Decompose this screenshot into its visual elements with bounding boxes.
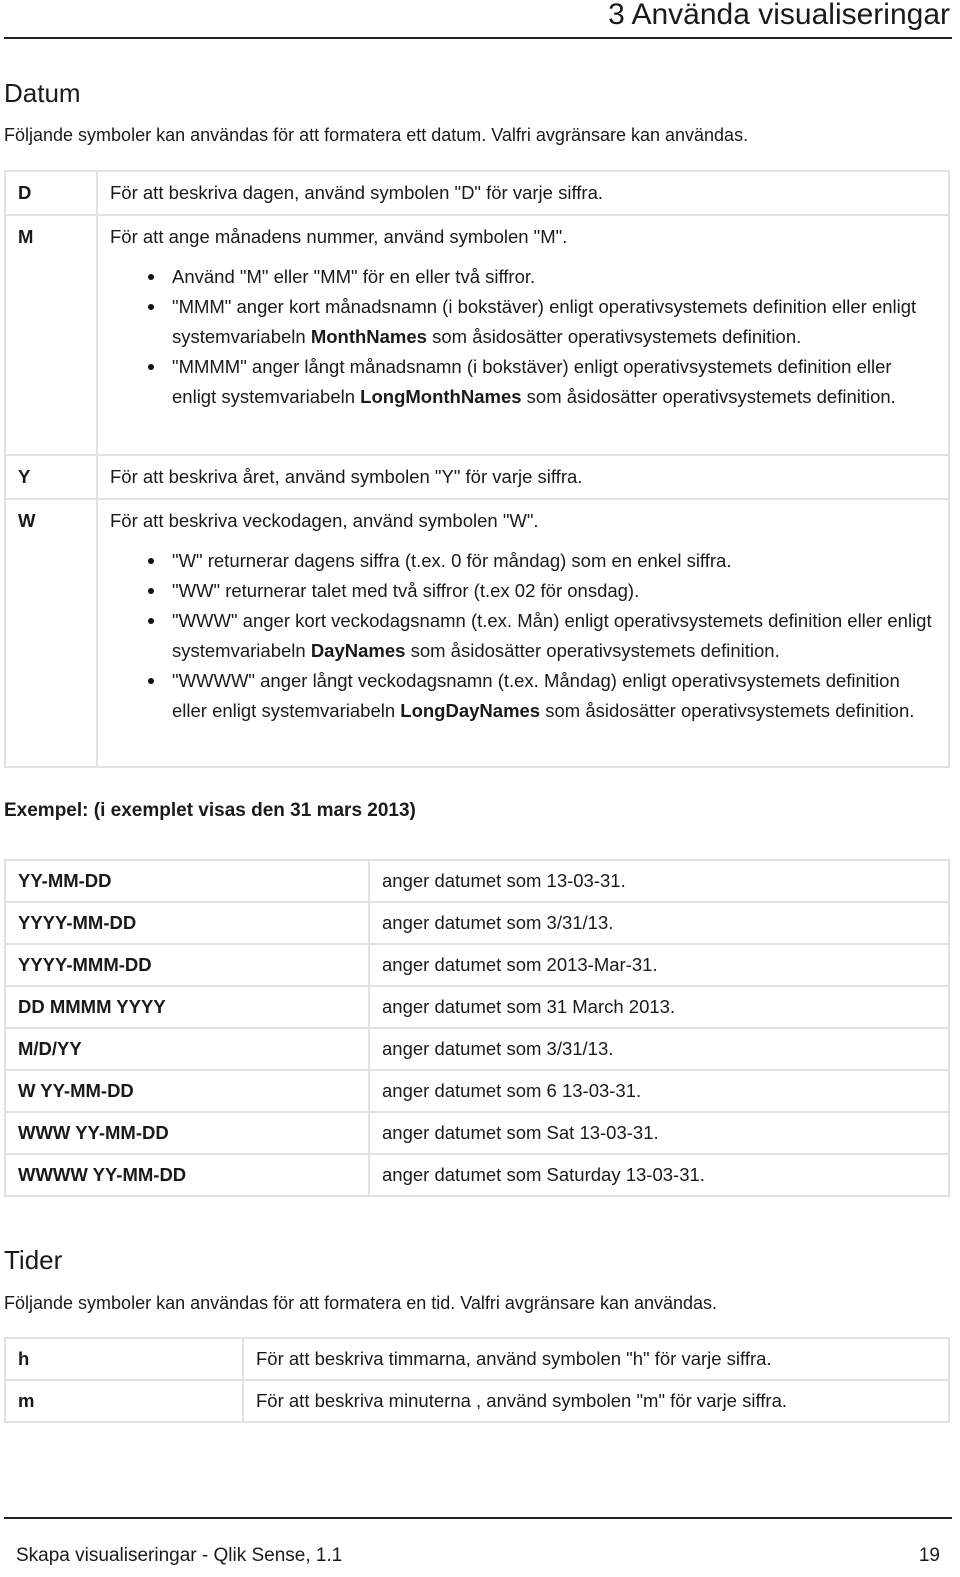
section-heading-tider: Tider bbox=[4, 1245, 63, 1275]
symbol-cell: W bbox=[5, 499, 97, 767]
format-cell: M/D/YY bbox=[5, 1028, 369, 1070]
format-cell: DD MMMM YYYY bbox=[5, 986, 369, 1028]
description-cell bbox=[97, 171, 949, 215]
format-cell: WWW YY-MM-DD bbox=[5, 1112, 369, 1154]
table-row bbox=[5, 499, 949, 767]
system-variable: LongMonthNames bbox=[360, 386, 522, 407]
page-number: 19 bbox=[918, 1545, 940, 1566]
datum-intro: Följande symboler kan användas för att formatera ett datum. Valfri avgränsare kan användas. bbox=[4, 125, 749, 145]
bullet-icon bbox=[148, 678, 154, 684]
list-item: "WWWW" anger långt veckodagsnamn (t.ex. Måndag) enligt operativsystemets definition eller enligt systemvariabeln LongDayNames som åsidosätter operativsystemets definition. bbox=[110, 666, 936, 726]
table-row bbox=[5, 1028, 949, 1070]
format-cell: YY-MM-DD bbox=[5, 860, 369, 902]
table-row bbox=[5, 215, 949, 455]
table-row bbox=[5, 171, 949, 215]
symbol-cell: D bbox=[5, 171, 97, 215]
table-row bbox=[5, 986, 949, 1028]
description-cell bbox=[97, 455, 949, 499]
list-item: "WW" returnerar talet med två siffror (t.ex 02 för onsdag). bbox=[110, 576, 936, 606]
result-cell: anger datumet som 2013-Mar-31. bbox=[369, 944, 949, 986]
description-cell: För att beskriva timmarna, använd symbolen "h" för varje siffra. bbox=[243, 1338, 949, 1380]
page-footer bbox=[4, 1517, 952, 1566]
symbol-cell: M bbox=[5, 215, 97, 455]
symbol-cell: m bbox=[5, 1380, 243, 1422]
tider-intro: Följande symboler kan användas för att formatera en tid. Valfri avgränsare kan användas. bbox=[4, 1293, 718, 1313]
section-heading-datum: Datum bbox=[4, 78, 81, 108]
format-cell: YYYY-MM-DD bbox=[5, 902, 369, 944]
bullet-icon bbox=[148, 304, 154, 310]
example-heading: Exempel: (i exemplet visas den 31 mars 2013) bbox=[4, 800, 416, 821]
bullet-icon bbox=[148, 364, 154, 370]
table-row bbox=[5, 1154, 949, 1196]
time-symbol-table bbox=[4, 1337, 950, 1423]
result-cell: anger datumet som 13-03-31. bbox=[369, 860, 949, 902]
bullet-icon bbox=[148, 618, 154, 624]
description-text: För att ange månadens nummer, använd symbolen "M". bbox=[110, 226, 568, 247]
result-cell: anger datumet som 3/31/13. bbox=[369, 902, 949, 944]
date-symbol-table bbox=[4, 170, 950, 768]
table-row bbox=[5, 1112, 949, 1154]
result-cell: anger datumet som 3/31/13. bbox=[369, 1028, 949, 1070]
symbol-cell: h bbox=[5, 1338, 243, 1380]
table-row bbox=[5, 1380, 949, 1422]
list-item: "MMMM" anger långt månadsnamn (i bokstäver) enligt operativsystemets definition eller enligt systemvariabeln LongMonthNames som åsidosätter operativsystemets definition. bbox=[110, 352, 936, 412]
format-cell: YYYY-MMM-DD bbox=[5, 944, 369, 986]
result-cell: anger datumet som Saturday 13-03-31. bbox=[369, 1154, 949, 1196]
description-text: För att beskriva veckodagen, använd symbolen "W". bbox=[110, 510, 539, 531]
example-table bbox=[4, 859, 950, 1197]
system-variable: LongDayNames bbox=[400, 700, 541, 721]
format-cell: W YY-MM-DD bbox=[5, 1070, 369, 1112]
list-item: "MMM" anger kort månadsnamn (i bokstäver) enligt operativsystemets definition eller enligt systemvariabeln MonthNames som åsidosätter operativsystemets definition. bbox=[110, 292, 936, 352]
list-item: Använd "M" eller "MM" för en eller två siffror. bbox=[110, 262, 936, 292]
result-cell: anger datumet som Sat 13-03-31. bbox=[369, 1112, 949, 1154]
system-variable: DayNames bbox=[310, 640, 406, 661]
result-cell: anger datumet som 6 13-03-31. bbox=[369, 1070, 949, 1112]
table-row bbox=[5, 944, 949, 986]
description-cell bbox=[97, 215, 949, 455]
table-row bbox=[5, 1338, 949, 1380]
bullet-list bbox=[110, 546, 936, 726]
bullet-icon bbox=[148, 588, 154, 594]
table-row bbox=[5, 1070, 949, 1112]
description-text: För att beskriva dagen, använd symbolen "D" för varje siffra. bbox=[110, 182, 603, 203]
list-item: "WWW" anger kort veckodagsnamn (t.ex. Mån) enligt operativsystemets definition eller enligt systemvariabeln DayNames som åsidosätter operativsystemets definition. bbox=[110, 606, 936, 666]
description-cell: För att beskriva minuterna , använd symbolen "m" för varje siffra. bbox=[243, 1380, 949, 1422]
table-row bbox=[5, 902, 949, 944]
list-item: "W" returnerar dagens siffra (t.ex. 0 för måndag) som en enkel siffra. bbox=[110, 546, 936, 576]
footer-document-title: Skapa visualiseringar - Qlik Sense, 1.1 bbox=[16, 1545, 343, 1566]
symbol-cell: Y bbox=[5, 455, 97, 499]
system-variable: MonthNames bbox=[310, 326, 427, 347]
description-text: För att beskriva året, använd symbolen "Y" för varje siffra. bbox=[110, 466, 583, 487]
result-cell: anger datumet som 31 March 2013. bbox=[369, 986, 949, 1028]
bullet-icon bbox=[148, 274, 154, 280]
format-cell: WWWW YY-MM-DD bbox=[5, 1154, 369, 1196]
table-row bbox=[5, 860, 949, 902]
description-cell bbox=[97, 499, 949, 767]
page-header bbox=[4, 0, 952, 39]
chapter-title: 3 Använda visualiseringar bbox=[608, 0, 950, 31]
bullet-list bbox=[110, 262, 936, 412]
bullet-icon bbox=[148, 558, 154, 564]
table-row bbox=[5, 455, 949, 499]
